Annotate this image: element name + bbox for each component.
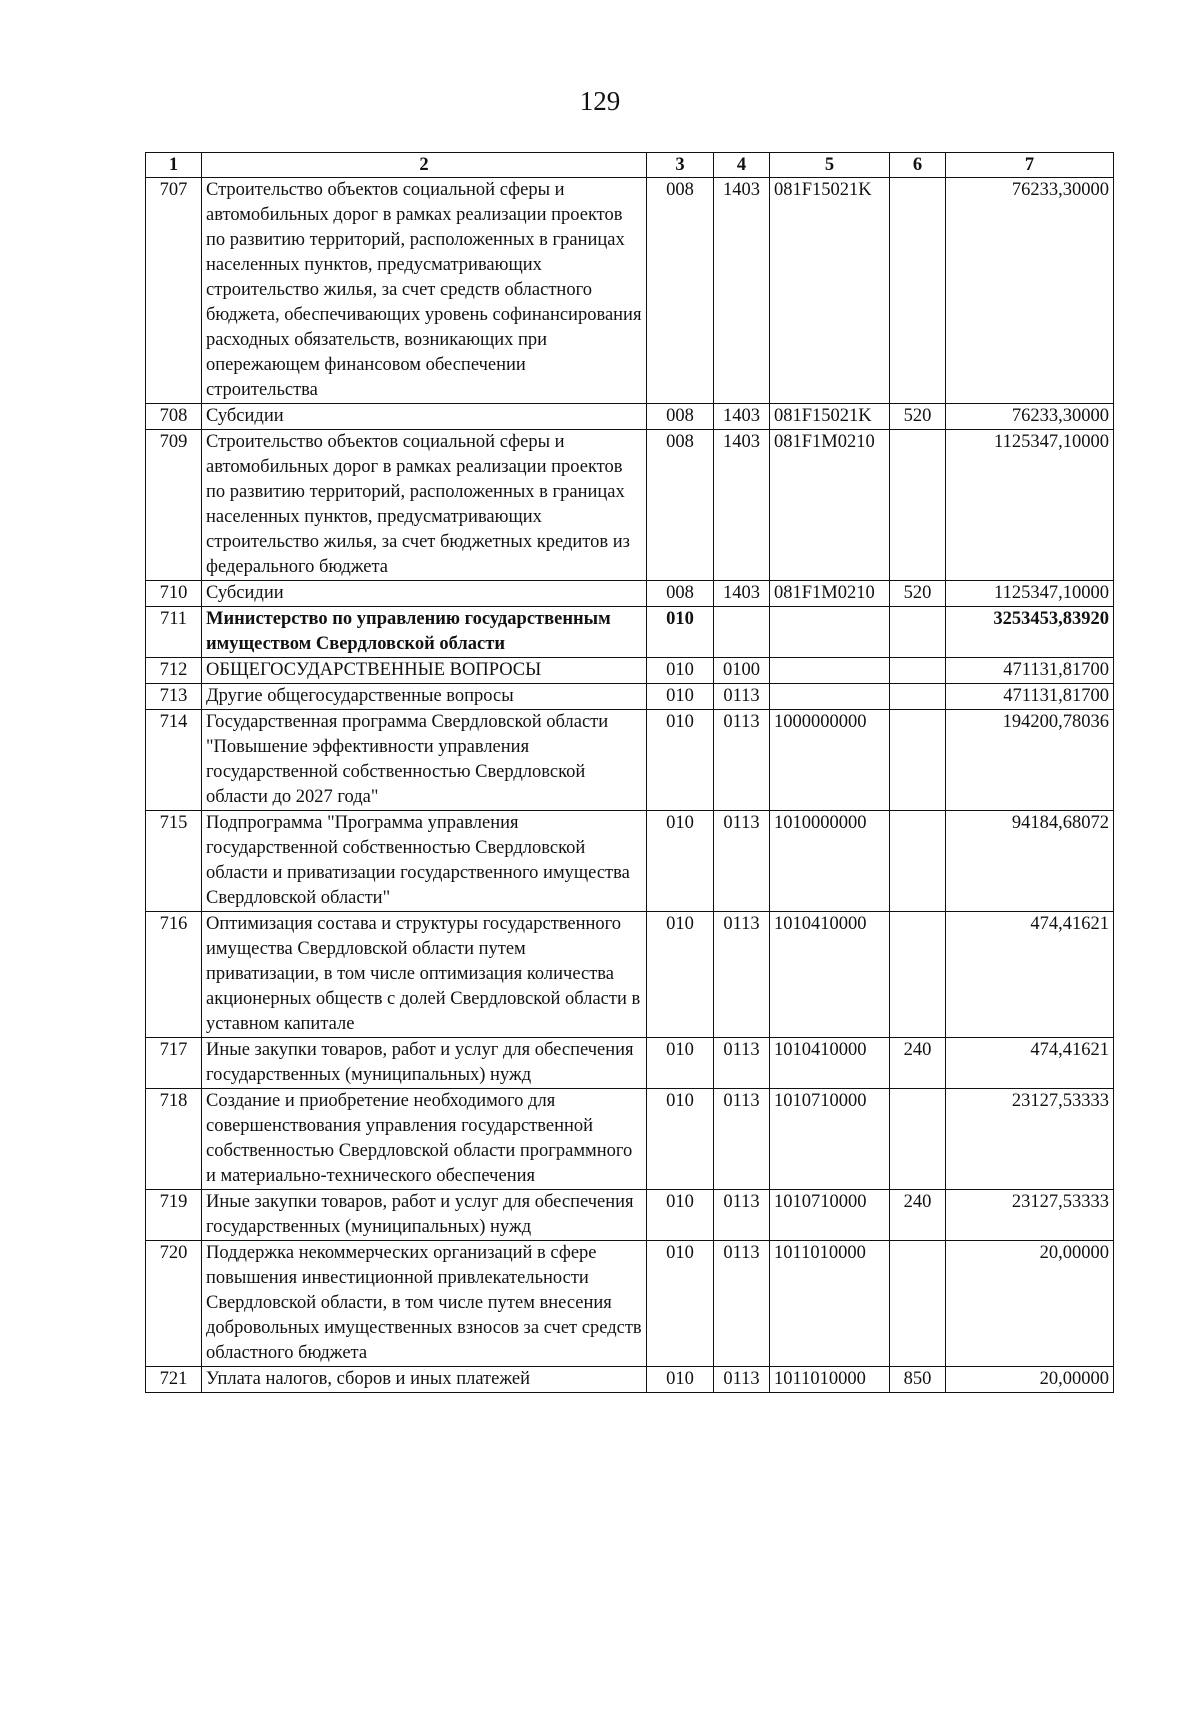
ministry-code: 008 [647, 404, 714, 430]
section-code: 1403 [714, 404, 770, 430]
section-code: 1403 [714, 178, 770, 404]
column-header: 7 [946, 153, 1114, 178]
row-number: 713 [146, 684, 202, 710]
amount: 3253453,83920 [946, 607, 1114, 658]
expense-type-code [890, 430, 946, 581]
table-row [146, 581, 1114, 607]
row-number: 719 [146, 1190, 202, 1241]
amount: 1125347,10000 [946, 581, 1114, 607]
section-code: 0113 [714, 811, 770, 912]
amount: 23127,53333 [946, 1089, 1114, 1190]
row-number: 720 [146, 1241, 202, 1367]
target-article-code: 081F15021K [770, 178, 890, 404]
item-name: Поддержка некоммерческих организаций в сфере повышения инвестиционной привлекательности Свердловской области, в том числе путем внесения добровольных имущественных взносов за счет средств областного бюджета [202, 1241, 647, 1367]
section-code: 0113 [714, 1089, 770, 1190]
column-header: 4 [714, 153, 770, 178]
target-article-code: 081F15021K [770, 404, 890, 430]
section-code: 1403 [714, 430, 770, 581]
target-article-code: 081F1M0210 [770, 581, 890, 607]
table-row [146, 1190, 1114, 1241]
amount: 20,00000 [946, 1241, 1114, 1367]
expense-type-code: 240 [890, 1038, 946, 1089]
expense-type-code [890, 1241, 946, 1367]
section-code: 0113 [714, 1367, 770, 1393]
item-name: Иные закупки товаров, работ и услуг для обеспечения государственных (муниципальных) нужд [202, 1190, 647, 1241]
header-row [146, 153, 1114, 178]
table-row [146, 178, 1114, 404]
target-article-code: 1010710000 [770, 1190, 890, 1241]
expense-type-code [890, 811, 946, 912]
target-article-code: 1011010000 [770, 1367, 890, 1393]
column-header: 5 [770, 153, 890, 178]
table-row [146, 1089, 1114, 1190]
table-row [146, 710, 1114, 811]
row-number: 714 [146, 710, 202, 811]
expense-type-code [890, 684, 946, 710]
target-article-code [770, 607, 890, 658]
item-name: Подпрограмма "Программа управления государственной собственностью Свердловской области и приватизации государственного имущества Свердловской области" [202, 811, 647, 912]
row-number: 712 [146, 658, 202, 684]
section-code: 0100 [714, 658, 770, 684]
amount: 20,00000 [946, 1367, 1114, 1393]
target-article-code [770, 658, 890, 684]
expense-type-code [890, 607, 946, 658]
item-name: Строительство объектов социальной сферы и автомобильных дорог в рамках реализации проектов по развитию территорий, расположенных в границах населенных пунктов, предусматривающих строительство жилья, за счет средств областного бюджета, обеспечивающих уровень софинансирования расходных обязательств, возникающих при опережающем финансовом обеспечении строительства [202, 178, 647, 404]
table-row [146, 658, 1114, 684]
row-number: 716 [146, 912, 202, 1038]
row-number: 709 [146, 430, 202, 581]
target-article-code: 1010410000 [770, 912, 890, 1038]
item-name: ОБЩЕГОСУДАРСТВЕННЫЕ ВОПРОСЫ [202, 658, 647, 684]
ministry-code: 010 [647, 1367, 714, 1393]
table-row [146, 607, 1114, 658]
column-header: 6 [890, 153, 946, 178]
ministry-code: 010 [647, 658, 714, 684]
item-name: Министерство по управлению государственным имуществом Свердловской области [202, 607, 647, 658]
amount: 471131,81700 [946, 684, 1114, 710]
section-code: 0113 [714, 1190, 770, 1241]
target-article-code: 1010710000 [770, 1089, 890, 1190]
row-number: 717 [146, 1038, 202, 1089]
row-number: 718 [146, 1089, 202, 1190]
ministry-code: 010 [647, 1190, 714, 1241]
column-header: 3 [647, 153, 714, 178]
table-row [146, 811, 1114, 912]
table-row [146, 1038, 1114, 1089]
ministry-code: 008 [647, 581, 714, 607]
item-name: Другие общегосударственные вопросы [202, 684, 647, 710]
target-article-code: 081F1M0210 [770, 430, 890, 581]
section-code: 0113 [714, 912, 770, 1038]
ministry-code: 008 [647, 430, 714, 581]
amount: 23127,53333 [946, 1190, 1114, 1241]
item-name: Иные закупки товаров, работ и услуг для обеспечения государственных (муниципальных) нужд [202, 1038, 647, 1089]
row-number: 721 [146, 1367, 202, 1393]
item-name: Оптимизация состава и структуры государственного имущества Свердловской области путем приватизации, в том числе оптимизация количества акционерных обществ с долей Свердловской области в уставном капитале [202, 912, 647, 1038]
item-name: Уплата налогов, сборов и иных платежей [202, 1367, 647, 1393]
item-name: Субсидии [202, 581, 647, 607]
item-name: Создание и приобретение необходимого для совершенствования управления государственной собственностью Свердловской области программного и материально-технического обеспечения [202, 1089, 647, 1190]
section-code [714, 607, 770, 658]
amount: 474,41621 [946, 1038, 1114, 1089]
expense-type-code: 520 [890, 404, 946, 430]
row-number: 711 [146, 607, 202, 658]
row-number: 715 [146, 811, 202, 912]
table-row [146, 912, 1114, 1038]
amount: 76233,30000 [946, 178, 1114, 404]
budget-table [145, 152, 1114, 1393]
column-header: 2 [202, 153, 647, 178]
amount: 76233,30000 [946, 404, 1114, 430]
table-row [146, 1241, 1114, 1367]
ministry-code: 010 [647, 684, 714, 710]
section-code: 0113 [714, 684, 770, 710]
section-code: 1403 [714, 581, 770, 607]
expense-type-code: 240 [890, 1190, 946, 1241]
item-name: Государственная программа Свердловской области "Повышение эффективности управления государственной собственностью Свердловской области до 2027 года" [202, 710, 647, 811]
section-code: 0113 [714, 1038, 770, 1089]
ministry-code: 010 [647, 912, 714, 1038]
ministry-code: 010 [647, 811, 714, 912]
table-row [146, 1367, 1114, 1393]
amount: 1125347,10000 [946, 430, 1114, 581]
target-article-code: 1011010000 [770, 1241, 890, 1367]
amount: 474,41621 [946, 912, 1114, 1038]
ministry-code: 010 [647, 1038, 714, 1089]
section-code: 0113 [714, 710, 770, 811]
target-article-code: 1010000000 [770, 811, 890, 912]
item-name: Субсидии [202, 404, 647, 430]
ministry-code: 010 [647, 607, 714, 658]
column-header: 1 [146, 153, 202, 178]
expense-type-code [890, 912, 946, 1038]
row-number: 710 [146, 581, 202, 607]
amount: 194200,78036 [946, 710, 1114, 811]
target-article-code [770, 684, 890, 710]
expense-type-code [890, 710, 946, 811]
amount: 94184,68072 [946, 811, 1114, 912]
row-number: 708 [146, 404, 202, 430]
section-code: 0113 [714, 1241, 770, 1367]
ministry-code: 008 [647, 178, 714, 404]
ministry-code: 010 [647, 1241, 714, 1367]
ministry-code: 010 [647, 710, 714, 811]
target-article-code: 1010410000 [770, 1038, 890, 1089]
table-row [146, 430, 1114, 581]
target-article-code: 1000000000 [770, 710, 890, 811]
ministry-code: 010 [647, 1089, 714, 1190]
table-row [146, 404, 1114, 430]
item-name: Строительство объектов социальной сферы и автомобильных дорог в рамках реализации проектов по развитию территорий, расположенных в границах населенных пунктов, предусматривающих строительство жилья, за счет бюджетных кредитов из федерального бюджета [202, 430, 647, 581]
table-row [146, 684, 1114, 710]
expense-type-code: 850 [890, 1367, 946, 1393]
page-number: 129 [579, 86, 621, 116]
amount: 471131,81700 [946, 658, 1114, 684]
expense-type-code: 520 [890, 581, 946, 607]
row-number: 707 [146, 178, 202, 404]
expense-type-code [890, 1089, 946, 1190]
expense-type-code [890, 658, 946, 684]
expense-type-code [890, 178, 946, 404]
